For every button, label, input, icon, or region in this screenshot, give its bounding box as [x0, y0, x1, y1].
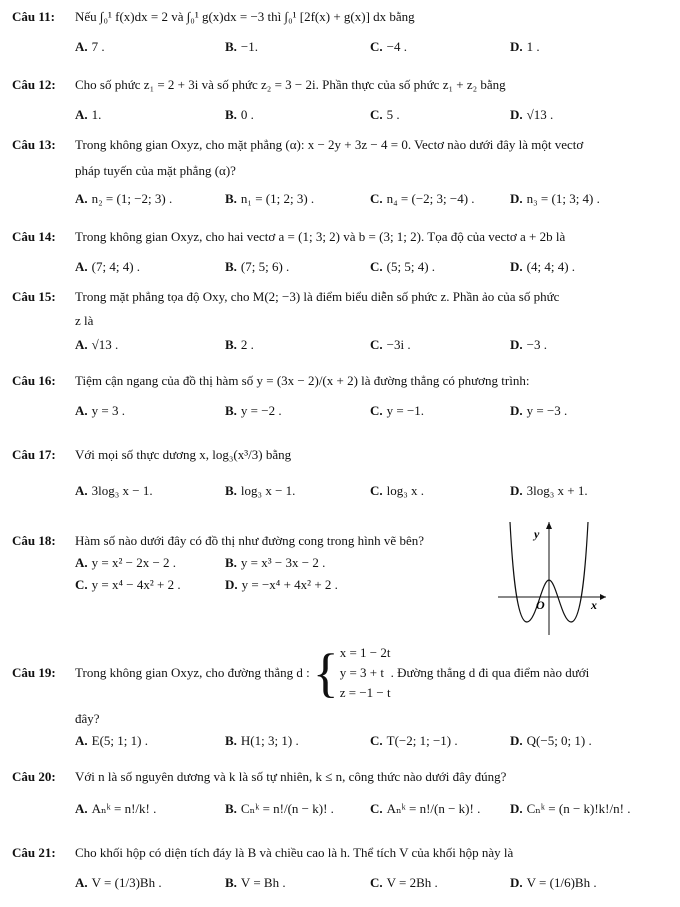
- question-14: [12, 226, 672, 278]
- option-d[interactable]: D. Q(−5; 0; 1) .: [510, 733, 592, 748]
- option-d[interactable]: D. V = (1/6)Bh .: [510, 875, 597, 890]
- question-text-continued: pháp tuyến của mặt phẳng (α)?: [75, 163, 236, 178]
- question-text: Với n là số nguyên dương và k là số tự nhiên, k ≤ n, công thức nào dưới đây đúng?: [75, 769, 507, 784]
- question-number: Câu 17:: [12, 447, 56, 462]
- question-16: [12, 370, 672, 422]
- option-c[interactable]: C. log₃ x .: [370, 483, 425, 498]
- option-c[interactable]: C. −3i .: [370, 337, 411, 352]
- option-b[interactable]: B. 2 .: [225, 337, 254, 352]
- option-c[interactable]: C. y = x⁴ − 4x² + 2 .: [75, 577, 181, 592]
- option-a[interactable]: A. y = x² − 2x − 2 .: [75, 555, 177, 570]
- option-d[interactable]: D. −3 .: [510, 337, 547, 352]
- option-c[interactable]: C. (5; 5; 4) .: [370, 259, 436, 274]
- option-d[interactable]: D. n₃ = (1; 3; 4) .: [510, 191, 600, 206]
- question-number: Câu 16:: [12, 373, 56, 388]
- question-number: Câu 14:: [12, 229, 56, 244]
- option-a[interactable]: A. 1.: [75, 107, 102, 122]
- option-a[interactable]: A. (7; 4; 4) .: [75, 259, 141, 274]
- y-label: y: [534, 527, 540, 541]
- option-a[interactable]: A. E(5; 1; 1) .: [75, 733, 148, 748]
- question-text: Hàm số nào dưới đây có đồ thị như đường cong trong hình vẽ bên?: [75, 533, 424, 548]
- question-text-after: . Đường thẳng d đi qua điểm nào dưới: [390, 665, 590, 680]
- question-text: Cho khối hộp có diện tích đáy là B và chiều cao là h. Thể tích V của khối hộp này là: [75, 845, 514, 860]
- option-b[interactable]: B. 0 .: [225, 107, 254, 122]
- option-a[interactable]: A. n₂ = (1; −2; 3) .: [75, 191, 173, 206]
- x-label: x: [591, 598, 597, 612]
- system-line: z = −1 − t: [339, 685, 391, 700]
- origin-label: O: [536, 598, 545, 612]
- option-c[interactable]: C. −4 .: [370, 39, 407, 54]
- question-text: Trong mặt phẳng tọa độ Oxy, cho M(2; −3) là điểm biểu diễn số phức z. Phần ảo của số phức: [75, 289, 560, 304]
- question-number: Câu 19:: [12, 665, 56, 680]
- option-d[interactable]: D. y = −x⁴ + 4x² + 2 .: [225, 577, 338, 592]
- question-number: Câu 20:: [12, 769, 56, 784]
- question-number: Câu 13:: [12, 137, 56, 152]
- question-text-continued: z là: [75, 313, 94, 328]
- option-b[interactable]: B. (7; 5; 6) .: [225, 259, 290, 274]
- option-b[interactable]: B. y = −2 .: [225, 403, 282, 418]
- equation-system: [340, 643, 391, 703]
- option-d[interactable]: D. 3log₃ x + 1.: [510, 483, 588, 498]
- option-c[interactable]: C. Aₙᵏ = n!/(n − k)! .: [370, 801, 481, 816]
- y-axis-arrow: [546, 522, 552, 529]
- question-19: [12, 640, 672, 752]
- question-text-continued: đây?: [75, 711, 100, 726]
- question-text: Trong không gian Oxyz, cho đường thẳng d :: [75, 665, 310, 680]
- option-c[interactable]: C. y = −1.: [370, 403, 425, 418]
- question-18: [12, 530, 480, 596]
- question-11: [12, 6, 672, 58]
- option-c[interactable]: C. T(−2; 1; −1) .: [370, 733, 458, 748]
- brace: {: [312, 643, 339, 703]
- option-b[interactable]: B. H(1; 3; 1) .: [225, 733, 299, 748]
- question-number: Câu 18:: [12, 533, 56, 548]
- option-d[interactable]: D. y = −3 .: [510, 403, 568, 418]
- option-a[interactable]: A. √13 .: [75, 337, 119, 352]
- question-text: Cho số phức z₁ = 2 + 3i và số phức z₂ = 3 − 2i. Phần thực của số phức z₁ + z₂ bằng: [75, 77, 506, 92]
- function-graph: [498, 520, 608, 635]
- question-number: Câu 21:: [12, 845, 56, 860]
- option-d[interactable]: D. (4; 4; 4) .: [510, 259, 576, 274]
- option-a[interactable]: A. Aₙᵏ = n!/k! .: [75, 801, 157, 816]
- option-d[interactable]: D. √13 .: [510, 107, 554, 122]
- x-axis-arrow: [600, 594, 606, 600]
- question-21: [12, 842, 672, 894]
- option-b[interactable]: B. −1.: [225, 39, 259, 54]
- option-c[interactable]: C. V = 2Bh .: [370, 875, 438, 890]
- system-line: y = 3 + t: [339, 665, 384, 680]
- option-d[interactable]: D. Cₙᵏ = (n − k)!k!/n! .: [510, 801, 631, 816]
- question-text: Với mọi số thực dương x, log₃(x³/3) bằng: [75, 447, 292, 462]
- option-a[interactable]: A. 7 .: [75, 39, 105, 54]
- question-13: [12, 134, 672, 210]
- option-c[interactable]: C. n₄ = (−2; 3; −4) .: [370, 191, 475, 206]
- question-text: Trong không gian Oxyz, cho hai vectơ a = (1; 3; 2) và b = (3; 1; 2). Tọa độ của vectơ a + 2b là: [75, 229, 566, 244]
- system-line: x = 1 − 2t: [339, 645, 391, 660]
- question-text: Trong không gian Oxyz, cho mặt phẳng (α): x − 2y + 3z − 4 = 0. Vectơ nào dưới đây là một vectơ: [75, 137, 584, 152]
- option-b[interactable]: B. log₃ x − 1.: [225, 483, 296, 498]
- question-20: [12, 766, 672, 820]
- question-number: Câu 15:: [12, 289, 56, 304]
- option-a[interactable]: A. 3log₃ x − 1.: [75, 483, 153, 498]
- option-a[interactable]: A. y = 3 .: [75, 403, 125, 418]
- question-15: [12, 286, 672, 356]
- question-17: [12, 444, 672, 502]
- question-number: Câu 12:: [12, 77, 56, 92]
- option-d[interactable]: D. 1 .: [510, 39, 540, 54]
- option-b[interactable]: B. y = x³ − 3x − 2 .: [225, 555, 326, 570]
- option-b[interactable]: B. V = Bh .: [225, 875, 286, 890]
- question-text: Tiệm cận ngang của đồ thị hàm số y = (3x − 2)/(x + 2) là đường thẳng có phương trình:: [75, 373, 530, 388]
- option-a[interactable]: A. V = (1/3)Bh .: [75, 875, 162, 890]
- option-c[interactable]: C. 5 .: [370, 107, 400, 122]
- question-text: Nếu ∫₀¹ f(x)dx = 2 và ∫₀¹ g(x)dx = −3 thì ∫₀¹ [2f(x) + g(x)] dx bằng: [75, 9, 415, 24]
- question-12: [12, 74, 672, 126]
- option-b[interactable]: B. Cₙᵏ = n!/(n − k)! .: [225, 801, 334, 816]
- option-b[interactable]: B. n₁ = (1; 2; 3) .: [225, 191, 315, 206]
- question-number: Câu 11:: [12, 9, 55, 24]
